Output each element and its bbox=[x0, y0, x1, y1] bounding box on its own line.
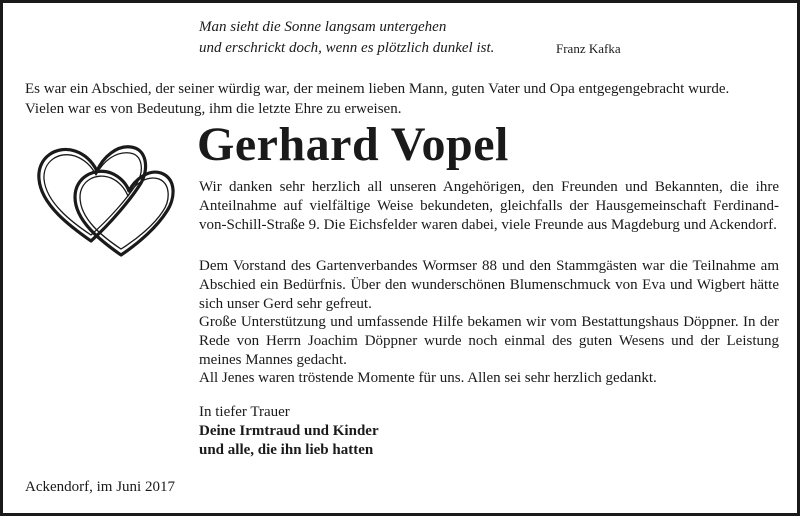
intro-line-1: Es war ein Abschied, der seiner würdig war, der meinem lieben Mann, guten Vater und Opa entgegengebracht wurde. bbox=[25, 81, 730, 97]
quote-line-2: und erschrickt doch, wenn es plötzlich dunkel ist. bbox=[199, 40, 495, 56]
quote bbox=[199, 17, 494, 59]
paragraph-closing: All Jenes waren tröstende Momente für uns. Allen sei sehr herzlich gedankt. bbox=[199, 370, 657, 386]
signoff-mourning: In tiefer Trauer bbox=[199, 404, 290, 420]
signoff bbox=[199, 403, 379, 460]
signoff-family: Deine Irmtraud und Kinder bbox=[199, 423, 379, 439]
quote-author: Franz Kafka bbox=[556, 41, 621, 56]
paragraph-thanks-funeral-home: Große Unterstützung und umfassende Hilfe bekamen wir vom Bestattungshaus Döppner. In der Rede von Herrn Joachim Döppner wurde noch einmal des guten Wesens und der Leistung meines Mannes gedacht. bbox=[199, 314, 779, 368]
double-heart-icon bbox=[31, 139, 179, 259]
right-heart-outline bbox=[75, 171, 173, 255]
quote-line-1: Man sieht die Sonne langsam untergehen bbox=[199, 19, 447, 35]
signoff-others: und alle, die ihn lieb hatten bbox=[199, 442, 374, 458]
intro-text bbox=[25, 79, 785, 119]
paragraph-thanks-family: Wir danken sehr herzlich all unseren Angehörigen, den Freunden und Bekannten, die ihre Anteilnahme auf vielfältige Weise bekundeten, gleichfalls der Hausgemeinschaft Ferdinand-von-Schill-Straße 9. Die Eichsfelder waren dabei, viele Freunde aus Magdeburg und Ackendorf. bbox=[199, 179, 779, 233]
deceased-name: Gerhard Vopel bbox=[197, 118, 509, 171]
intro-line-2: Vielen war es von Bedeutung, ihm die letzte Ehre zu erweisen. bbox=[25, 101, 402, 117]
paragraph-thanks-association: Dem Vorstand des Gartenverbandes Wormser 88 und den Stammgästen war die Teilnahme am Abschied ein Bedürfnis. Über den wunderschönen Blumenschmuck von Eva und Wigbert hätte sich unser Gerd sehr gefreut. bbox=[199, 258, 779, 312]
place-and-date: Ackendorf, im Juni 2017 bbox=[25, 479, 175, 495]
